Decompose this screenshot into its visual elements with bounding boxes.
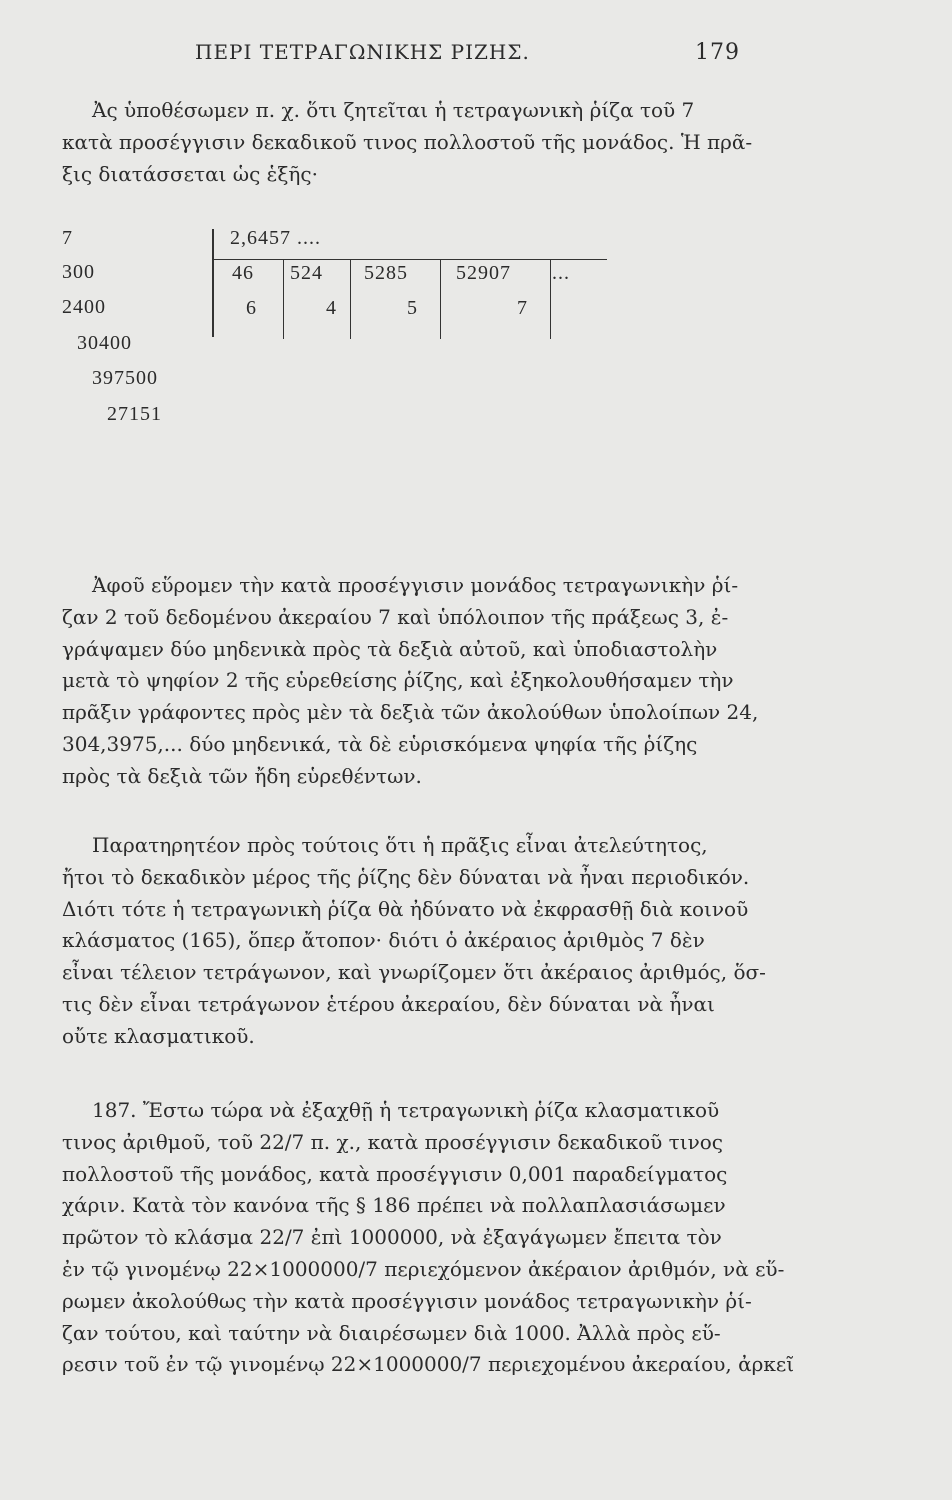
divisor: ... — [552, 262, 570, 284]
text-line: μετὰ τὸ ψηφίον 2 τῆς εὑρεθείσης ῥίζης, καὶ ἐξηκολουθήσαμεν τὴν — [62, 668, 734, 693]
root-digit: 7 — [517, 297, 528, 319]
text-line: ζαν τούτου, καὶ ταύτην νὰ διαιρέσωμεν διὰ 1000. Ἀλλὰ πρὸς εὕ- — [62, 1320, 721, 1345]
text-line: πολλοστοῦ τῆς μονάδος, κατὰ προσέγγισιν 0,001 παραδείγματος — [62, 1161, 728, 1186]
cell-divider — [283, 259, 284, 339]
divider-vertical — [212, 229, 214, 337]
root-digit: 4 — [326, 297, 337, 319]
cell-divider — [440, 259, 441, 339]
divisor: 46 — [232, 262, 254, 284]
divisor: 52907 — [456, 262, 511, 284]
remainder: 397500 — [92, 367, 158, 389]
cell-divider — [550, 259, 551, 339]
text-line: τινος ἀριθμοῦ, τοῦ 22/7 π. χ., κατὰ προσέγγισιν δεκαδικοῦ τινος — [62, 1129, 723, 1154]
text-line: πρὸς τὰ δεξιὰ τῶν ἤδη εὑρεθέντων. — [62, 763, 422, 788]
remainder: 27151 — [107, 403, 162, 425]
text-line: πρῶτον τὸ κλάσμα 22/7 ἐπὶ 1000000, νὰ ἐξαγάγωμεν ἔπειτα τὸν — [62, 1225, 722, 1250]
remainder: 2400 — [62, 296, 106, 318]
root-digit: 5 — [407, 297, 418, 319]
text-line: χάριν. Κατὰ τὸν κανόνα τῆς § 186 πρέπει νὰ πολλαπλασιάσωμεν — [62, 1193, 726, 1218]
text-line: Παρατηρητέον πρὸς τούτοις ὅτι ἡ πρᾶξις εἶναι ἀτελεύτητος, — [92, 833, 708, 857]
text-line: Διότι τότε ἡ τετραγωνικὴ ῥίζα θὰ ἠδύνατο νὰ ἐκφρασθῇ διὰ κοινοῦ — [62, 896, 749, 921]
root-digit: 6 — [246, 297, 257, 319]
text-line: ζαν 2 τοῦ δεδομένου ἀκεραίου 7 καὶ ὑπόλοιπον τῆς πράξεως 3, ἐ- — [62, 604, 729, 629]
text-line: κατὰ προσέγγισιν δεκαδικοῦ τινος πολλοστοῦ τῆς μονάδος. Ἡ πρᾶ- — [62, 129, 753, 154]
paragraph-intro — [62, 95, 753, 190]
root-result: 2,6457 .... — [230, 227, 321, 249]
running-title: ΠΕΡΙ ΤΕΤΡΑΓΩΝΙΚΗΣ ΡΙΖΗΣ. — [195, 40, 530, 64]
text-line: ξις διατάσσεται ὡς ἑξῆς· — [62, 161, 318, 186]
text-line: πρᾶξιν γράφοντες πρὸς μὲν τὰ δεξιὰ τῶν ἀκολούθων ὑπολοίπων 24, — [62, 700, 759, 725]
page-number: 179 — [695, 40, 740, 65]
text-line: ρεσιν τοῦ ἐν τῷ γινομένῳ 22×1000000/7 περιεχομένου ἀκεραίου, ἀρκεῖ — [62, 1352, 795, 1377]
text-line: 187. Ἔστω τώρα νὰ ἐξαχθῇ ἡ τετραγωνικὴ ῥίζα κλασματικοῦ — [92, 1098, 720, 1122]
divisor: 524 — [290, 262, 323, 284]
remainder: 30400 — [77, 332, 132, 354]
text-line: ἐν τῷ γινομένῳ 22×1000000/7 περιεχόμενον ἀκέραιον ἀριθμόν, νὰ εὕ- — [62, 1256, 785, 1281]
text-line: Ἀς ὑποθέσωμεν π. χ. ὅτι ζητεῖται ἡ τετραγωνικὴ ῥίζα τοῦ 7 — [92, 98, 695, 122]
text-line: Ἀφοῦ εὕρομεν τὴν κατὰ προσέγγισιν μονάδος τετραγωνικὴν ῥί- — [92, 573, 739, 597]
remainder: 300 — [62, 261, 95, 283]
text-line: γράψαμεν δύο μηδενικὰ πρὸς τὰ δεξιὰ αὐτοῦ, καὶ ὑποδιαστολὴν — [62, 636, 718, 661]
divisor: 5285 — [364, 262, 408, 284]
paragraph-remark — [62, 830, 766, 1053]
square-root-computation — [0, 215, 952, 445]
text-line: οὔτε κλασματικοῦ. — [62, 1023, 255, 1048]
cell-divider — [350, 259, 351, 339]
text-line: εἶναι τέλειον τετράγωνον, καὶ γνωρίζομεν ὅτι ἀκέραιος ἀριθμός, ὅσ- — [62, 960, 766, 985]
text-line: ρωμεν ἀκολούθως τὴν κατὰ προσέγγισιν μονάδος τετραγωνικὴν ῥί- — [62, 1288, 752, 1313]
paragraph-section-187 — [62, 1095, 795, 1381]
text-line: ἤτοι τὸ δεκαδικὸν μέρος τῆς ῥίζης δὲν δύναται νὰ ἦναι περιοδικόν. — [62, 864, 750, 889]
text-line: 304,3975,... δύο μηδενικά, τὰ δὲ εὑρισκόμενα ψηφία τῆς ῥίζης — [62, 731, 698, 756]
remainder: 7 — [62, 227, 73, 249]
paragraph-explanation — [62, 570, 759, 793]
text-line: κλάσματος (165), ὅπερ ἄτοπον· διότι ὁ ἀκέραιος ἀριθμὸς 7 δὲν — [62, 928, 705, 953]
text-line: τις δὲν εἶναι τετράγωνον ἑτέρου ἀκεραίου, δὲν δύναται νὰ ἦναι — [62, 991, 715, 1016]
divider-horizontal — [212, 259, 607, 260]
